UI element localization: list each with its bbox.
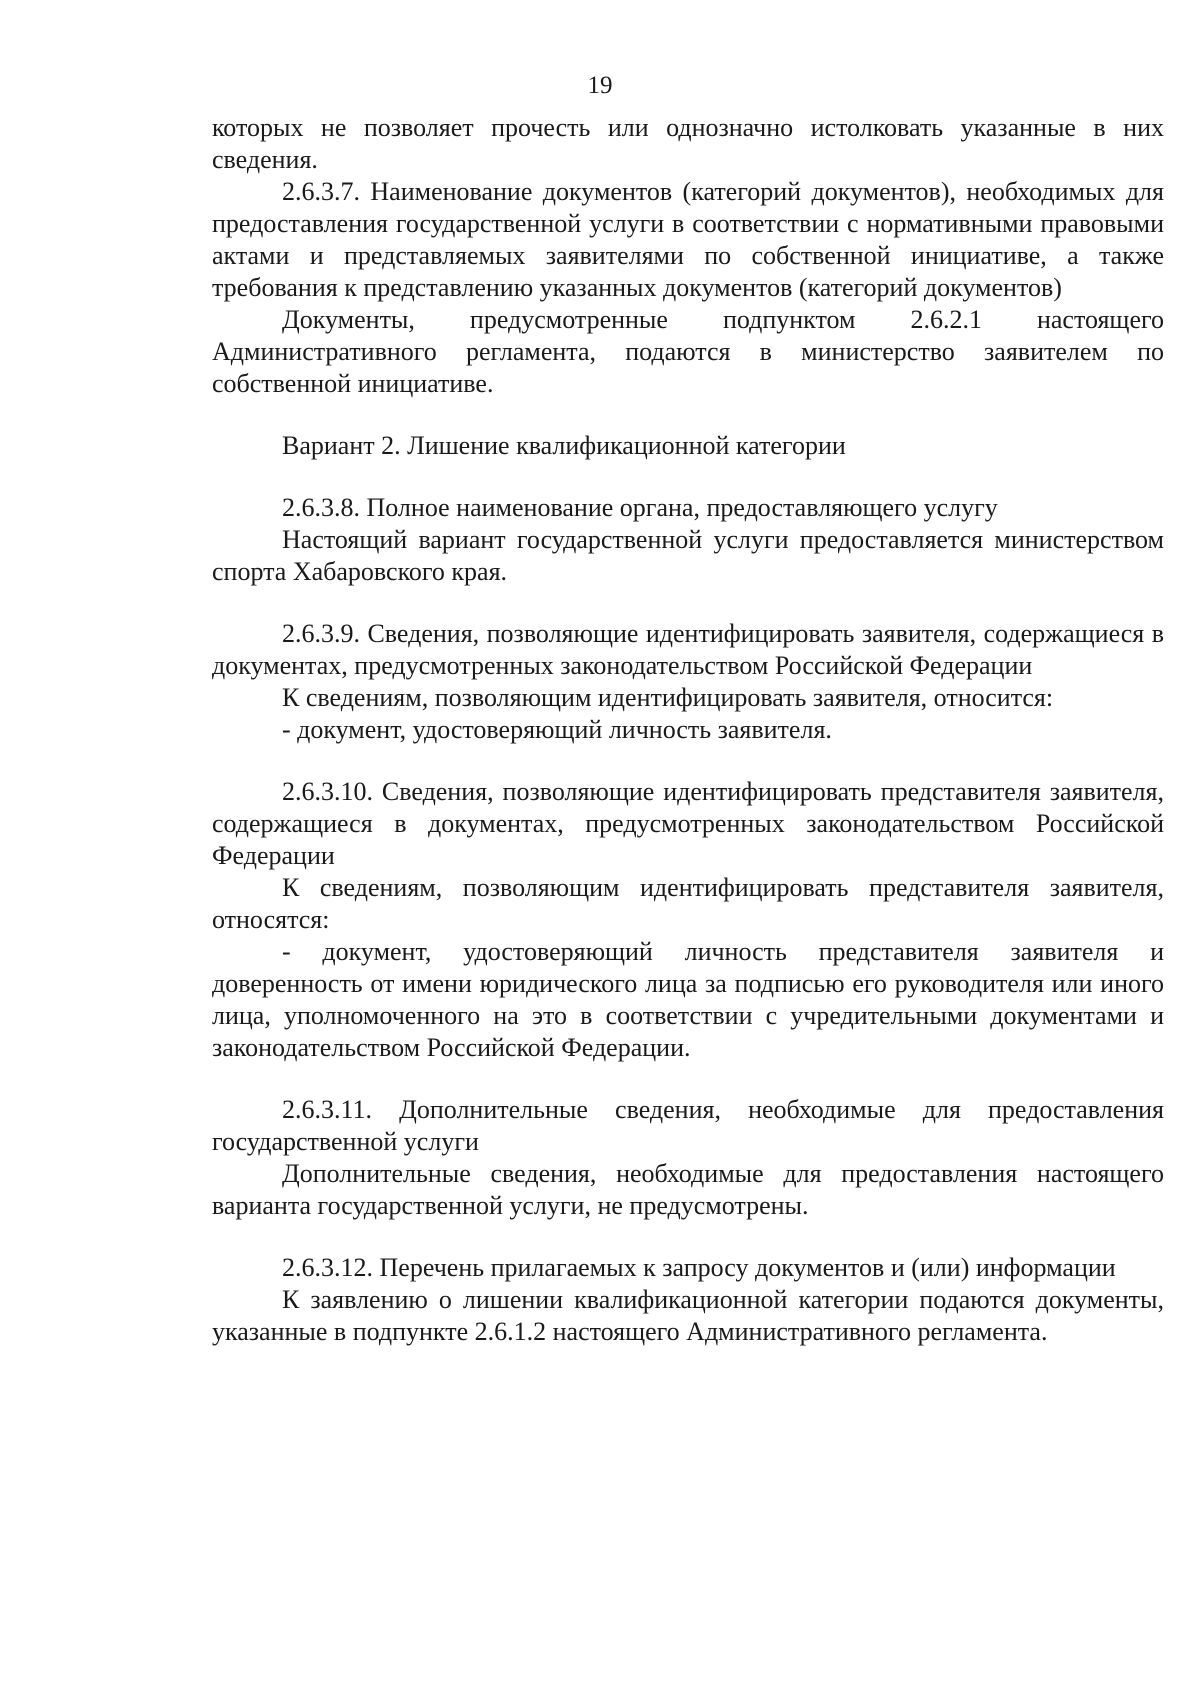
paragraph-continuation: которых не позволяет прочесть или однозначно истолковать указанные в них сведения. — [212, 113, 1164, 174]
list-item-representative-documents: - документ, удостоверяющий личность представителя заявителя и доверенность от имени юридического лица за подписью его руководителя или иного лица, уполномоченного на это в соответствии с учредительными документами и законодательством Российской Федерации. — [212, 937, 1164, 1062]
paragraph-representative-info: К сведениям, позволяющим идентифицировать представителя заявителя, относятся: — [212, 873, 1164, 934]
document-body — [212, 112, 1164, 1348]
section-heading-2-6-3-12: 2.6.3.12. Перечень прилагаемых к запросу документов и (или) информации — [282, 1253, 1116, 1282]
list-item-identity-document: - документ, удостоверяющий личность заявителя. — [282, 715, 832, 744]
paragraph-attached-documents: К заявлению о лишении квалификационной категории подаются документы, указанные в подпункте 2.6.1.2 настоящего Административного регламента. — [212, 1285, 1164, 1346]
section-heading-2-6-3-9: 2.6.3.9. Сведения, позволяющие идентифицировать заявителя, содержащиеся в документах, предусмотренных законодательством Российской Федерации — [212, 619, 1164, 680]
section-heading-2-6-3-10: 2.6.3.10. Сведения, позволяющие идентифицировать представителя заявителя, содержащиеся в документах, предусмотренных законодательством Российской Федерации — [212, 777, 1164, 870]
section-heading-2-6-3-7: 2.6.3.7. Наименование документов (категорий документов), необходимых для предоставления государственной услуги в соответствии с нормативными правовыми актами и представляемых заявителями по собственной инициативе, а также требования к представлению указанных документов (категорий документов) — [212, 177, 1164, 302]
section-heading-2-6-3-11: 2.6.3.11. Дополнительные сведения, необходимые для предоставления государственной услуги — [212, 1095, 1164, 1156]
paragraph-applicant-info: К сведениям, позволяющим идентифицировать заявителя, относится: — [282, 683, 1054, 712]
paragraph-additional-info: Дополнительные сведения, необходимые для предоставления настоящего варианта государственной услуги, не предусмотрены. — [212, 1159, 1164, 1220]
paragraph-service-provider: Настоящий вариант государственной услуги предоставляется министерством спорта Хабаровского края. — [212, 525, 1164, 586]
variant-heading: Вариант 2. Лишение квалификационной категории — [282, 431, 846, 460]
section-heading-2-6-3-8: 2.6.3.8. Полное наименование органа, предоставляющего услугу — [282, 493, 998, 522]
page-number: 19 — [587, 72, 613, 99]
paragraph-documents-initiative: Документы, предусмотренные подпунктом 2.6.2.1 настоящего Административного регламента, подаются в министерство заявителем по собственной инициативе. — [212, 305, 1164, 398]
